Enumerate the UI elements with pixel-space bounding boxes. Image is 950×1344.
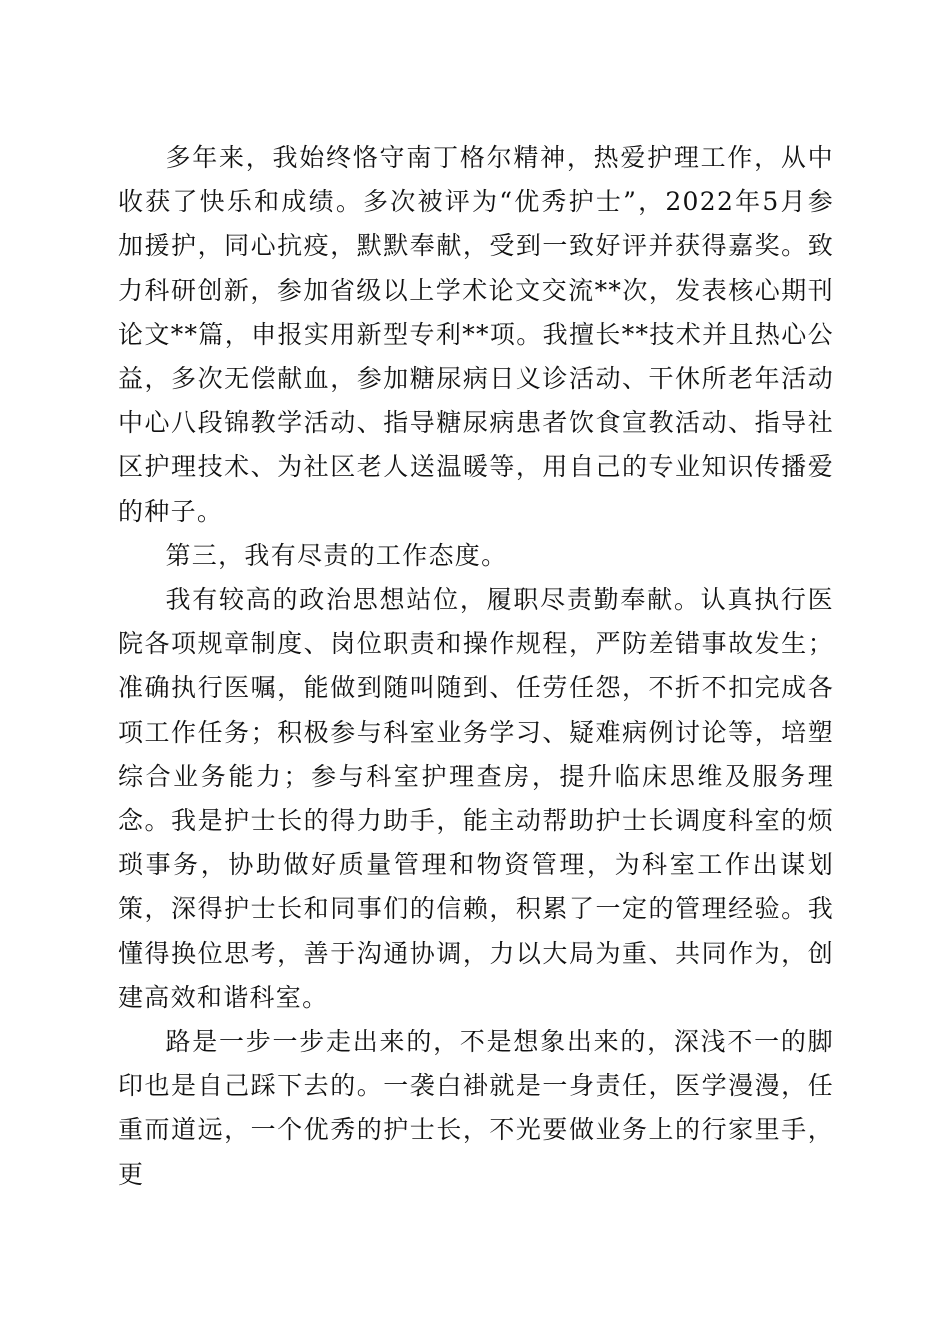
paragraph-conclusion: 路是一步一步走出来的，不是想象出来的，深浅不一的脚印也是自己踩下去的。一袭白褂就是一身责任，医学漫漫，任重而道远，一个优秀的护士长，不光要做业务上的行家里手，更 [118,1027,834,1189]
document-body [118,136,834,1197]
paragraph-work-attitude: 我有较高的政治思想站位，履职尽责勤奉献。认真执行医院各项规章制度、岗位职责和操作规程，严防差错事故发生；准确执行医嘱，能做到随叫随到、任劳任怨，不折不扣完成各项工作任务；积极参与科室业务学习、疑难病例讨论等，培塑综合业务能力；参与科室护理查房，提升临床思维及服务理念。我是护士长的得力助手，能主动帮助护士长调度科室的烦琐事务，协助做好质量管理和物资管理，为科室工作出谋划策，深得护士长和同事们的信赖，积累了一定的管理经验。我懂得换位思考，善于沟通协调，力以大局为重、共同作为，创建高效和谐科室。 [118,585,834,1012]
paragraph-section-heading: 第三，我有尽责的工作态度。 [165,540,508,570]
paragraph-achievements: 多年来，我始终恪守南丁格尔精神，热爱护理工作，从中收获了快乐和成绩。多次被评为“优秀护士”，2022年5月参加援护，同心抗疫，默默奉献，受到一致好评并获得嘉奖。致力科研创新，参加省级以上学术论文交流**次，发表核心期刊论文**篇，申报实用新型专利**项。我擅长**技术并且热心公益，多次无偿献血，参加糖尿病日义诊活动、干休所老年活动中心八段锦教学活动、指导糖尿病患者饮食宣教活动、指导社区护理技术、为社区老人送温暖等，用自己的专业知识传播爱的种子。 [118,143,834,526]
